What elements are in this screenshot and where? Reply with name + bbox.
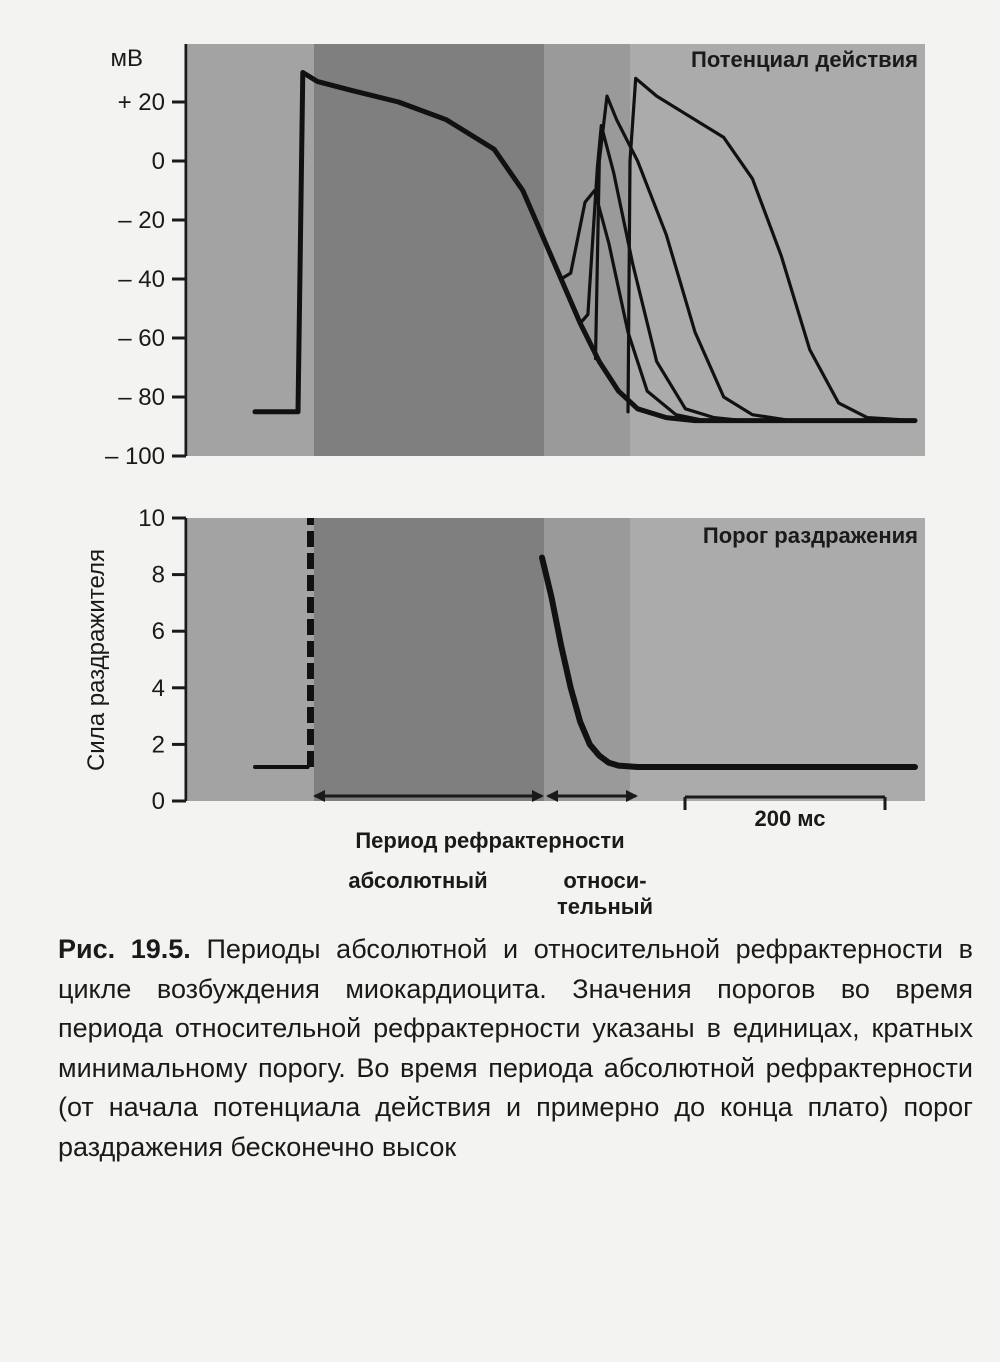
top-y-ticks	[105, 89, 186, 470]
top-bg-resting	[188, 44, 314, 456]
figure-caption	[58, 930, 973, 1167]
bottom-bg-relative	[544, 518, 630, 801]
top-bg-relative	[544, 44, 630, 456]
top-panel-title: Потенциал действия	[691, 47, 918, 72]
absolute-period-label: абсолютный	[348, 868, 488, 893]
top-y-tick-label-3: – 40	[118, 266, 165, 293]
top-y-tick-label-4: – 60	[118, 325, 165, 352]
top-y-tick-label-6: – 100	[104, 443, 165, 470]
bottom-y-tick-label-2: 6	[151, 618, 165, 646]
scale-bar	[685, 797, 885, 831]
caption-label: Рис. 19.5.	[58, 934, 191, 964]
top-y-tick-label-2: – 20	[118, 207, 165, 234]
bottom-y-tick-label-1: 8	[151, 561, 165, 589]
bottom-y-tick-label-0: 10	[138, 505, 165, 532]
scale-bar-label: 200 мс	[754, 806, 826, 831]
top-bg-absolute	[314, 44, 544, 456]
threshold-panel	[83, 505, 925, 831]
bottom-y-ticks	[138, 505, 186, 815]
relative-period-label-line2: тельный	[556, 894, 654, 919]
relative-period-label-line1: относи-	[563, 868, 647, 893]
bottom-y-tick-label-4: 2	[151, 731, 165, 759]
top-y-tick-label-5: – 80	[118, 384, 165, 411]
bottom-bg-resting	[188, 518, 314, 801]
top-y-tick-label-1: 0	[151, 148, 165, 175]
bottom-bg-normal	[630, 518, 925, 801]
action-potential-panel	[105, 44, 925, 470]
bottom-y-axis-label: Сила раздражителя	[83, 548, 110, 772]
bottom-panel-title: Порог раздражения	[702, 523, 918, 548]
caption-text: Периоды абсолютной и относительной рефрактерности в цикле возбуждения миокардиоцита. Значения порогов во время периода относительной рефрактерности указаны в единицах, кратных минимальному порогу. Во время периода абсолютной рефрактерности (от начала потенциала действия и примерно до конца плато) порог раздражения бесконечно высок	[58, 934, 973, 1162]
bottom-y-tick-label-5: 0	[151, 788, 165, 815]
bottom-bg-absolute	[314, 518, 544, 801]
refractory-periods	[315, 796, 653, 919]
refractory-period-title: Период рефрактерности	[355, 828, 625, 853]
top-y-tick-label-0: + 20	[117, 89, 165, 116]
bottom-y-tick-label-3: 4	[151, 674, 165, 702]
top-y-unit-label: мВ	[110, 45, 143, 72]
